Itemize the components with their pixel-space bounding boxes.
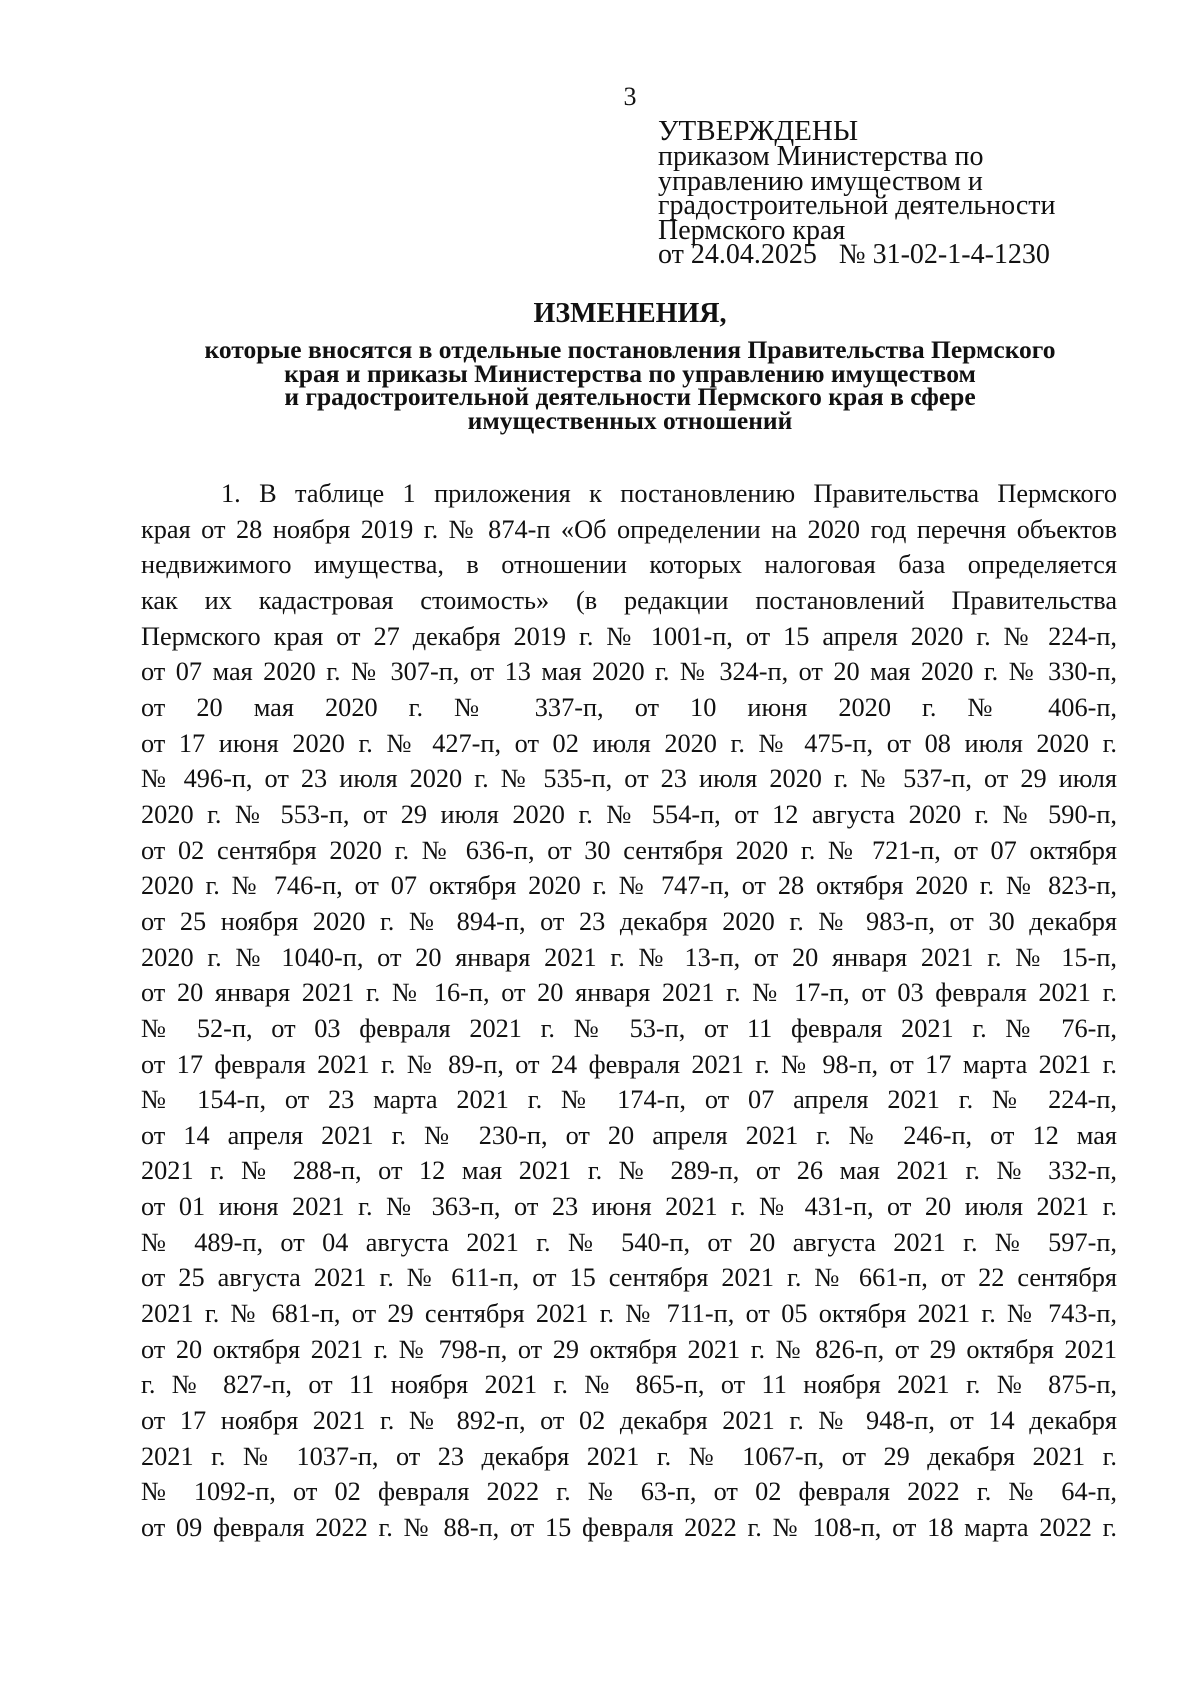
approval-line: градостроительной деятельности [658, 190, 1056, 221]
body-line: 2021 г. № 681-п, от 29 сентября 2021 г. № 711-п, от 05 октября 2021 г. № 743-п, [141, 1299, 1117, 1329]
body-line: от 07 мая 2020 г. № 307-п, от 13 мая 2020 г. № 324-п, от 20 мая 2020 г. № 330-п, [141, 657, 1117, 687]
subtitle-line: которые вносятся в отдельные постановления Правительства Пермского [204, 335, 1056, 364]
body-line: 2020 г. № 553-п, от 29 июля 2020 г. № 554-п, от 12 августа 2020 г. № 590-п, [141, 799, 1117, 829]
body-line: от 01 июня 2021 г. № 363-п, от 23 июня 2021 г. № 431-п, от 20 июля 2021 г. [141, 1192, 1117, 1222]
approval-line: приказом Министерства по [658, 141, 984, 172]
body-line: Пермского края от 27 декабря 2019 г. № 1001-п, от 15 апреля 2020 г. № 224-п, [141, 621, 1117, 651]
approval-order-line [658, 239, 1178, 270]
body-line: края от 28 ноября 2019 г. № 874-п «Об определении на 2020 год перечня объектов [141, 514, 1117, 544]
body-line: от 02 сентября 2020 г. № 636-п, от 30 сентября 2020 г. № 721-п, от 07 октября [141, 835, 1117, 865]
body-line: от 25 августа 2021 г. № 611-п, от 15 сентября 2021 г. № 661-п, от 22 сентября [141, 1263, 1117, 1293]
body-line: № 52-п, от 03 февраля 2021 г. № 53-п, от 11 февраля 2021 г. № 76-п, [141, 1013, 1117, 1043]
document-subtitle [140, 335, 1120, 435]
body-line: от 20 мая 2020 г. № 337-п, от 10 июня 2020 г. № 406-п, [141, 692, 1117, 722]
body-line: 2020 г. № 746-п, от 07 октября 2020 г. № 747-п, от 28 октября 2020 г. № 823-п, [141, 871, 1117, 901]
body-line: от 14 апреля 2021 г. № 230-п, от 20 апреля 2021 г. № 246-п, от 12 мая [141, 1120, 1117, 1150]
body-line: № 496-п, от 23 июля 2020 г. № 535-п, от 23 июля 2020 г. № 537-п, от 29 июля [141, 764, 1117, 794]
body-paragraph [141, 476, 1117, 1546]
body-line: от 25 ноября 2020 г. № 894-п, от 23 декабря 2020 г. № 983-п, от 30 декабря [141, 906, 1117, 936]
body-line: как их кадастровая стоимость» (в редакции постановлений Правительства [141, 585, 1117, 615]
body-line: от 09 февраля 2022 г. № 88-п, от 15 февраля 2022 г. № 108-п, от 18 марта 2022 г. [141, 1513, 1117, 1543]
document-title: ИЗМЕНЕНИЯ, [533, 298, 727, 329]
body-line: г. № 827-п, от 11 ноября 2021 г. № 865-п, от 11 ноября 2021 г. № 875-п, [141, 1370, 1117, 1400]
body-line: 1. В таблице 1 приложения к постановлению Правительства Пермского [221, 479, 1117, 508]
approval-order-number: № 31-02-1-4-1230 [838, 239, 1050, 270]
body-line: от 17 февраля 2021 г. № 89-п, от 24 февраля 2021 г. № 98-п, от 17 марта 2021 г. [141, 1049, 1117, 1079]
approval-line: управлению имуществом и [658, 165, 983, 197]
body-line: № 489-п, от 04 августа 2021 г. № 540-п, от 20 августа 2021 г. № 597-п, [141, 1227, 1117, 1257]
approval-block [658, 115, 1178, 270]
page-number: 3 [623, 82, 637, 111]
body-line: 2021 г. № 288-п, от 12 мая 2021 г. № 289-п, от 26 мая 2021 г. № 332-п, [141, 1156, 1117, 1186]
subtitle-line: края и приказы Министерства по управлению имуществом [284, 358, 976, 388]
body-line: от 20 октября 2021 г. № 798-п, от 29 октября 2021 г. № 826-п, от 29 октября 2021 [141, 1334, 1117, 1364]
approval-line: Пермского края [658, 214, 846, 246]
body-line: недвижимого имущества, в отношении которых налоговая база определяется [141, 550, 1117, 580]
body-line: от 17 июня 2020 г. № 427-п, от 02 июля 2020 г. № 475-п, от 08 июля 2020 г. [141, 728, 1117, 758]
approval-order-date: от 24.04.2025 [658, 239, 817, 270]
body-line: 2021 г. № 1037-п, от 23 декабря 2021 г. № 1067-п, от 29 декабря 2021 г. [141, 1441, 1117, 1471]
body-line: 2020 г. № 1040-п, от 20 января 2021 г. № 13-п, от 20 января 2021 г. № 15-п, [141, 942, 1117, 972]
subtitle-line: имущественных отношений [467, 405, 793, 435]
body-line: от 20 января 2021 г. № 16-п, от 20 января 2021 г. № 17-п, от 03 февраля 2021 г. [141, 978, 1117, 1008]
subtitle-line: и градостроительной деятельности Пермского края в сфере [284, 382, 976, 411]
approval-heading: УТВЕРЖДЕНЫ [658, 115, 859, 147]
body-line: № 154-п, от 23 марта 2021 г. № 174-п, от 07 апреля 2021 г. № 224-п, [141, 1085, 1117, 1115]
body-line: № 1092-п, от 02 февраля 2022 г. № 63-п, от 02 февраля 2022 г. № 64-п, [141, 1477, 1117, 1507]
body-line: от 17 ноября 2021 г. № 892-п, от 02 декабря 2021 г. № 948-п, от 14 декабря [141, 1406, 1117, 1436]
